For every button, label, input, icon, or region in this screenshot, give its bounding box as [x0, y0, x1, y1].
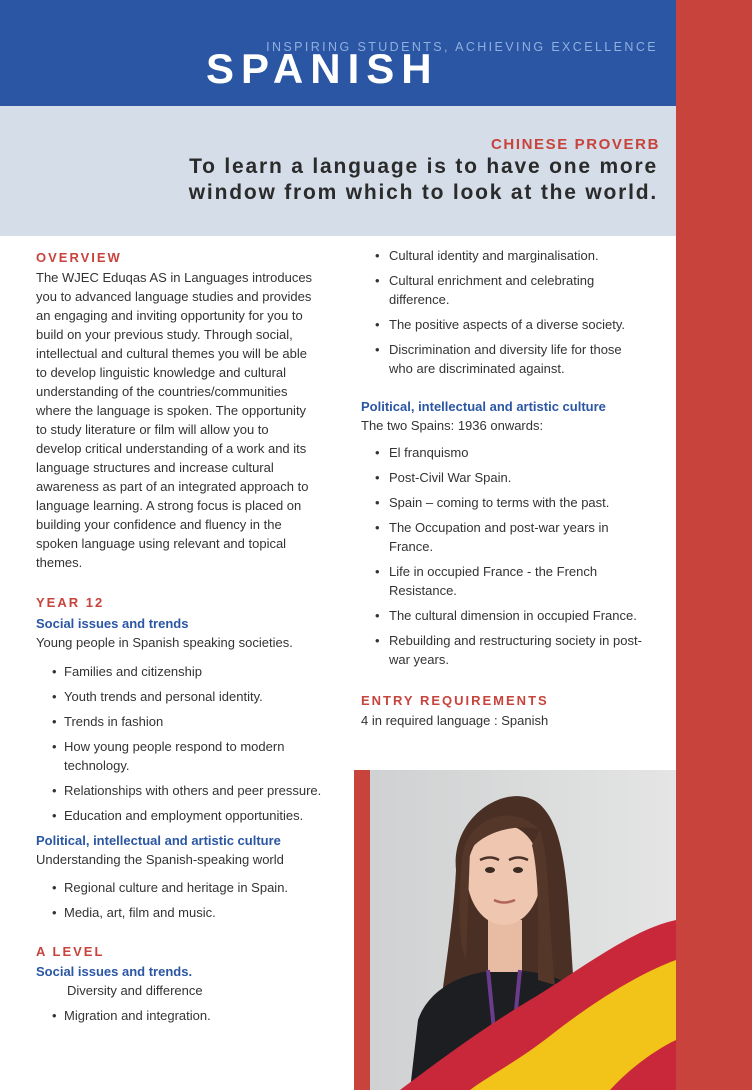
list-item: • Education and employment opportunities. [52, 808, 304, 823]
page-title: SPANISH [206, 45, 439, 92]
continued-social-list [361, 246, 673, 378]
list-item: • The positive aspects of a diverse society. [375, 317, 626, 332]
proverb-band [0, 106, 676, 236]
student-with-flag-illustration [370, 770, 676, 1090]
list-item: • Regional culture and heritage in Spain. [52, 880, 289, 895]
overview-line: themes. [36, 555, 83, 570]
list-item: • Cultural enrichment and celebrating difference. [375, 273, 595, 307]
overview-line: The WJEC Eduqas AS in Languages introduces [36, 270, 313, 285]
list-item: • El franquismo [375, 445, 469, 460]
overview-line: an engaging and inviting opportunity for you to [36, 308, 303, 323]
overview-line: where the language is spoken. The opportunity [36, 403, 307, 418]
list-item: • Rebuilding and restructuring society in post- war years. [375, 633, 642, 667]
overview-heading: OVERVIEW [36, 250, 122, 265]
bullet-icon: • [52, 1008, 57, 1023]
bullet-icon: • [375, 608, 380, 623]
overview-line: language learning. A strong focus is placed on [36, 498, 302, 513]
year12-social-list [36, 662, 351, 825]
alevel-political-list [361, 443, 673, 669]
alevel-social-list [36, 1006, 351, 1025]
list-item: • Media, art, film and music. [52, 905, 216, 920]
list-item: • Post-Civil War Spain. [375, 470, 512, 485]
entry-requirements-heading: ENTRY REQUIREMENTS [361, 693, 549, 708]
overview-line: to develop linguistic knowledge and cultural [36, 365, 287, 380]
page-header [0, 0, 676, 106]
list-item: • The Occupation and post-war years in France. [375, 520, 609, 554]
year12-political-heading: Political, intellectual and artistic culture [36, 833, 281, 848]
bullet-icon: • [52, 689, 57, 704]
overview-line: understanding of the countries/communities [36, 384, 288, 399]
list-item: • Youth trends and personal identity. [52, 689, 263, 704]
student-photo [370, 770, 676, 1090]
list-item: • Trends in fashion [52, 714, 164, 729]
year12-political-intro: Understanding the Spanish-speaking world [36, 852, 284, 867]
right-column [361, 246, 673, 730]
list-item: • How young people respond to modern technology. [52, 739, 285, 773]
proverb-line-1: To learn a language is to have one more [189, 155, 658, 178]
bullet-icon: • [375, 317, 380, 332]
overview-line: awareness as part of an integrated approach to [36, 479, 309, 494]
alevel-social-heading: Social issues and trends. [36, 964, 193, 979]
overview-line: to study literature or film will allow you to [36, 422, 269, 437]
alevel-political-intro: The two Spains: 1936 onwards: [361, 418, 544, 433]
proverb-line-2: window from which to look at the world. [188, 181, 658, 204]
list-item: • Spain – coming to terms with the past. [375, 495, 610, 510]
year12-political-list [36, 878, 351, 922]
list-item: • Families and citizenship [52, 664, 203, 679]
list-item: • Life in occupied France - the French Resistance. [375, 564, 598, 598]
list-item: • Discrimination and diversity life for those who are discriminated against. [375, 342, 622, 376]
overview-line: you to advanced language studies and provides [36, 289, 312, 304]
list-item: • The cultural dimension in occupied France. [375, 608, 637, 623]
overview-line: building your confidence and fluency in the [36, 517, 282, 532]
list-item: • Migration and integration. [52, 1008, 211, 1023]
bullet-icon: • [375, 495, 380, 510]
tagline: INSPIRING STUDENTS, ACHIEVING EXCELLENCE [266, 40, 658, 54]
bullet-icon: • [375, 342, 380, 357]
bullet-icon: • [375, 273, 380, 288]
overview-line: develop critical understanding of a work and its [36, 441, 307, 456]
overview-line: language structures and increase cultural [36, 460, 274, 475]
overview-line: intellectual and cultural themes you will be able [36, 346, 307, 361]
bullet-icon: • [52, 739, 57, 754]
proverb-quote [58, 154, 658, 206]
bullet-icon: • [52, 714, 57, 729]
overview-line: spoken language using relevant and topical [36, 536, 287, 551]
alevel-political-heading: Political, intellectual and artistic culture [361, 399, 606, 414]
bullet-icon: • [52, 783, 57, 798]
bullet-icon: • [375, 564, 380, 579]
year12-social-heading: Social issues and trends [36, 616, 189, 631]
proverb-label: CHINESE PROVERB [490, 136, 660, 153]
overview-line: build on your previous study. Through social, [36, 327, 293, 342]
bullet-icon: • [375, 470, 380, 485]
list-item: • Relationships with others and peer pressure. [52, 783, 322, 798]
left-column [36, 248, 351, 1031]
list-item: • Cultural identity and marginalisation. [375, 248, 599, 263]
overview-text [36, 268, 351, 572]
year12-social-intro: Young people in Spanish speaking societies. [36, 635, 293, 650]
bullet-icon: • [52, 664, 57, 679]
year12-heading: YEAR 12 [36, 595, 105, 610]
entry-requirements-text: 4 in required language : Spanish [361, 713, 549, 728]
alevel-social-intro: Diversity and difference [67, 983, 203, 998]
bullet-icon: • [375, 633, 380, 648]
bullet-icon: • [375, 520, 380, 535]
alevel-heading: A LEVEL [36, 944, 105, 959]
bullet-icon: • [52, 905, 57, 920]
bullet-icon: • [375, 248, 380, 263]
bullet-icon: • [375, 445, 380, 460]
bullet-icon: • [52, 808, 57, 823]
side-red-strip [676, 0, 752, 1090]
bullet-icon: • [52, 880, 57, 895]
